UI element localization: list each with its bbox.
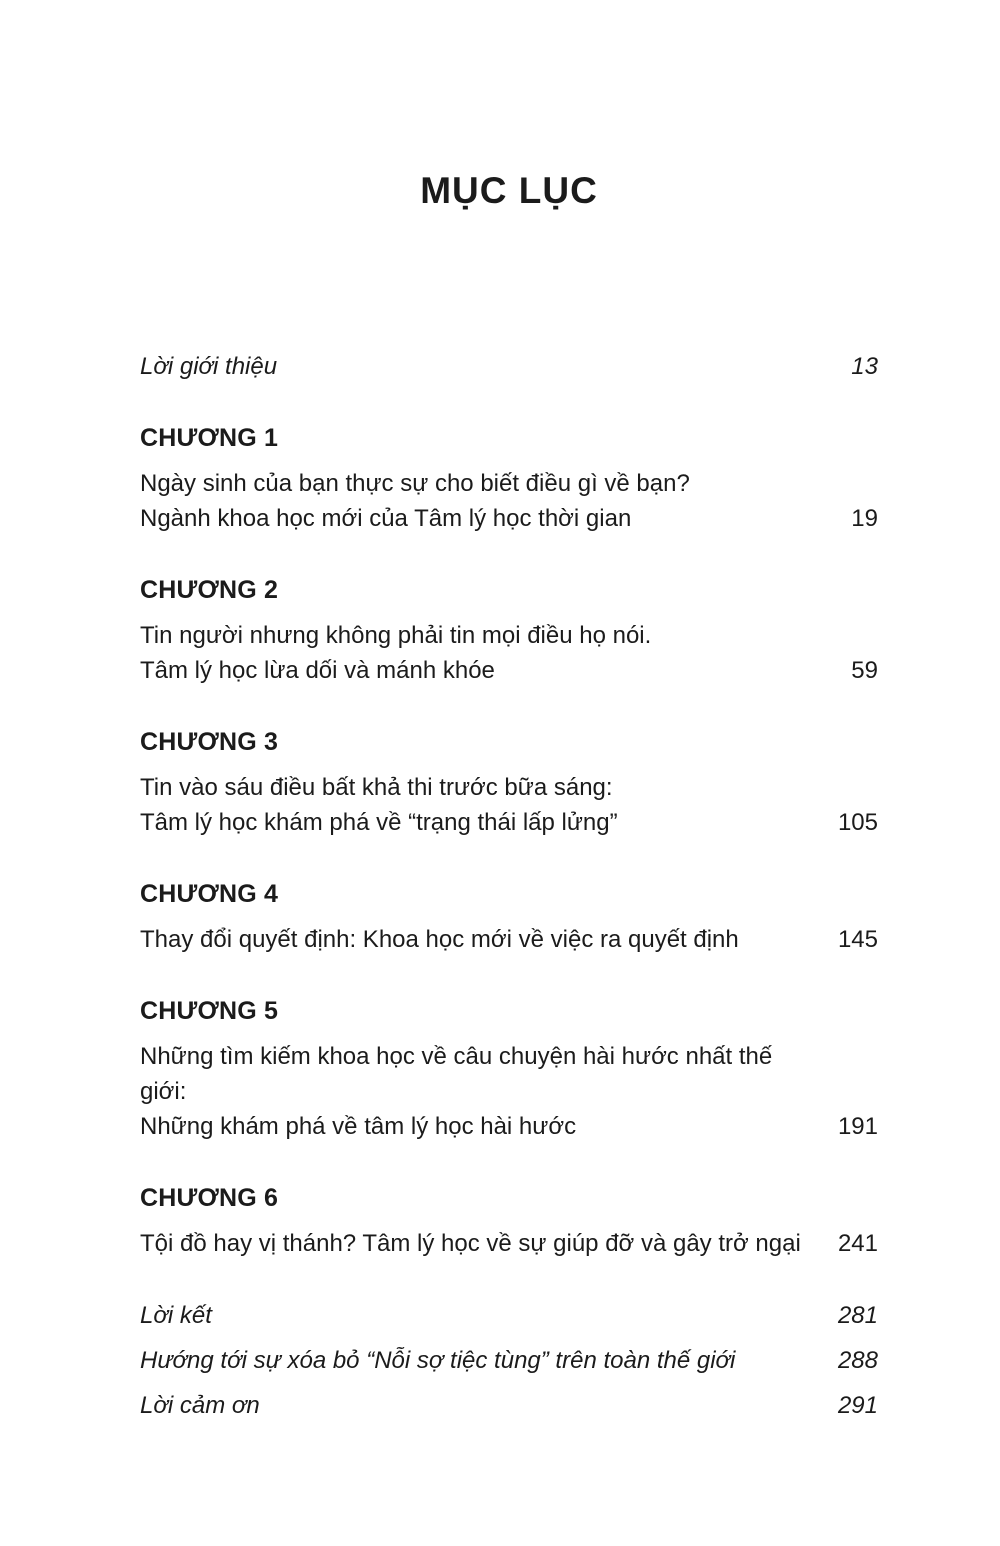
chapter-title-line: Tâm lý học khám phá về “trạng thái lấp lửng” bbox=[140, 809, 618, 836]
toc-entry-epilogue bbox=[140, 1298, 878, 1333]
toc-chapter-3 bbox=[140, 725, 878, 840]
chapter-title-lines bbox=[140, 618, 851, 688]
toc-back-matter bbox=[140, 1298, 878, 1423]
entry-page-number: 105 bbox=[837, 809, 878, 836]
chapter-title-lines bbox=[140, 1039, 838, 1144]
toc-chapter-1 bbox=[140, 421, 878, 536]
toc-entry-acknowledgements bbox=[140, 1388, 878, 1423]
entry-page-number: 145 bbox=[837, 926, 878, 953]
toc-entry bbox=[140, 922, 878, 957]
chapter-heading: CHƯƠNG 5 bbox=[140, 997, 279, 1025]
chapter-heading: CHƯƠNG 6 bbox=[140, 1184, 279, 1212]
chapter-title-line: Ngày sinh của bạn thực sự cho biết điều gì về bạn? bbox=[140, 470, 690, 497]
chapter-title-line: Ngành khoa học mới của Tâm lý học thời gian bbox=[140, 505, 632, 532]
chapter-title-lines bbox=[140, 1226, 838, 1261]
chapter-title-line: Tin vào sáu điều bất khả thi trước bữa sáng: bbox=[140, 774, 613, 801]
entry-title: Hướng tới sự xóa bỏ “Nỗi sợ tiệc tùng” trên toàn thế giới bbox=[140, 1347, 736, 1374]
entry-page-number: 13 bbox=[851, 353, 878, 380]
chapter-heading: CHƯƠNG 3 bbox=[140, 728, 279, 756]
toc-chapter-2 bbox=[140, 573, 878, 688]
entry-page-number: 241 bbox=[837, 1230, 878, 1257]
chapter-title-line: Tâm lý học lừa dối và mánh khóe bbox=[140, 657, 495, 684]
toc-entry bbox=[140, 1039, 878, 1144]
entry-page-number: 291 bbox=[837, 1392, 878, 1419]
toc-chapter-6 bbox=[140, 1181, 878, 1261]
chapter-title-line: Những tìm kiếm khoa học về câu chuyện hài hước nhất thế giới: bbox=[140, 1043, 773, 1105]
toc-entry bbox=[140, 618, 878, 688]
toc-chapter-4 bbox=[140, 877, 878, 957]
chapter-title-line: Thay đổi quyết định: Khoa học mới về việc ra quyết định bbox=[140, 926, 739, 953]
toc-entry bbox=[140, 770, 878, 840]
chapter-heading: CHƯƠNG 1 bbox=[140, 424, 279, 452]
toc-entry bbox=[140, 1226, 878, 1261]
toc-entry-introduction bbox=[140, 349, 878, 384]
chapter-title-lines bbox=[140, 922, 838, 957]
chapter-heading: CHƯƠNG 2 bbox=[140, 576, 279, 604]
toc-entry bbox=[140, 466, 878, 536]
chapter-title-line: Tội đồ hay vị thánh? Tâm lý học về sự giúp đỡ và gây trở ngại bbox=[140, 1230, 801, 1257]
entry-page-number: 19 bbox=[851, 505, 878, 532]
chapter-heading: CHƯƠNG 4 bbox=[140, 880, 279, 908]
entry-page-number: 59 bbox=[851, 657, 878, 684]
chapter-title-line: Những khám phá về tâm lý học hài hước bbox=[140, 1113, 577, 1140]
chapter-title-line: Tin người nhưng không phải tin mọi điều họ nói. bbox=[140, 622, 652, 649]
entry-title: Lời giới thiệu bbox=[140, 353, 278, 380]
toc-entry-toward-abolition bbox=[140, 1343, 878, 1378]
toc-chapter-5 bbox=[140, 994, 878, 1144]
entry-page-number: 288 bbox=[837, 1347, 878, 1374]
entry-page-number: 191 bbox=[837, 1113, 878, 1140]
entry-page-number: 281 bbox=[837, 1302, 878, 1329]
page-title: MỤC LỤC bbox=[420, 170, 598, 211]
chapter-title-lines bbox=[140, 770, 838, 840]
chapter-title-lines bbox=[140, 466, 851, 536]
entry-title: Lời kết bbox=[140, 1302, 212, 1329]
entry-title: Lời cảm ơn bbox=[140, 1392, 260, 1419]
